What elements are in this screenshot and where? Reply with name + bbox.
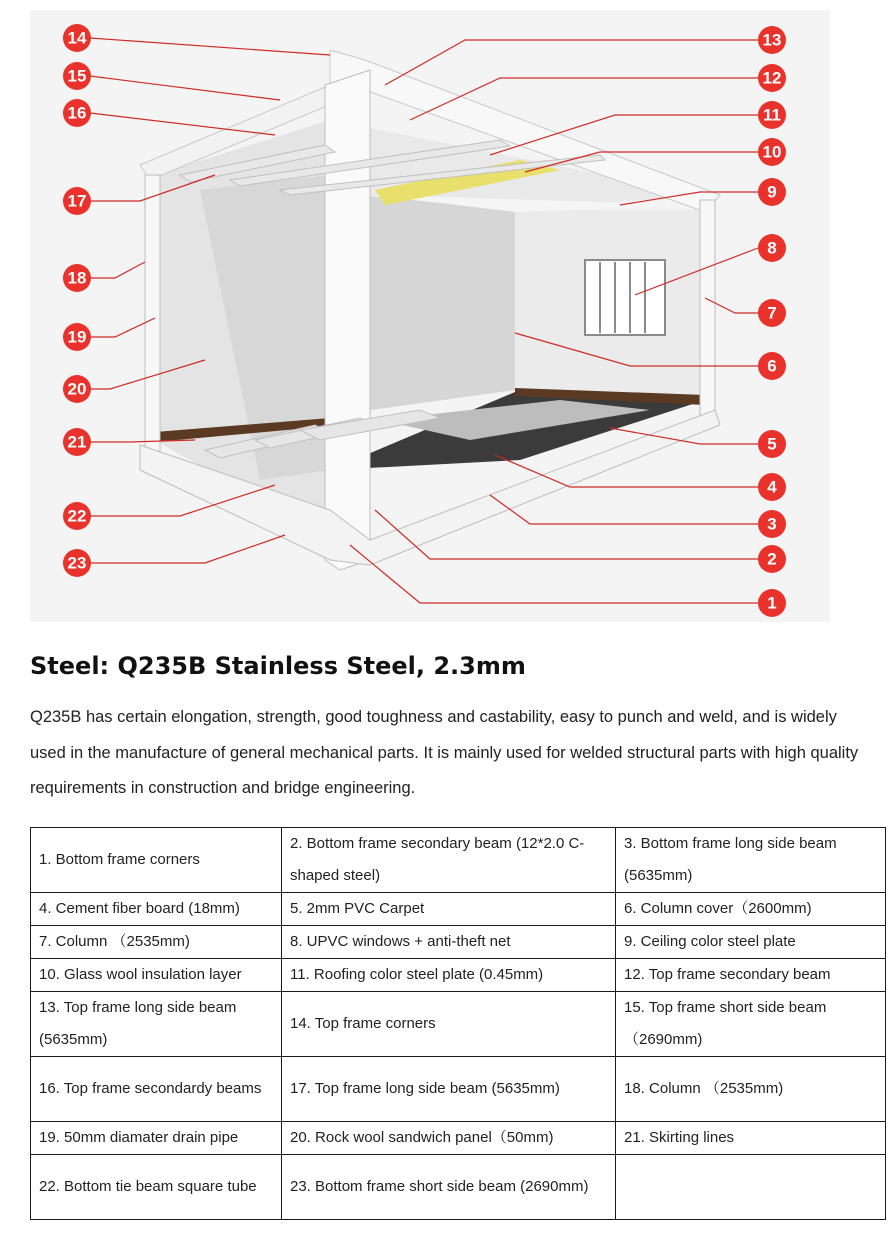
table-cell: 16. Top frame secondardy beams [31,1057,282,1122]
table-cell: 2. Bottom frame secondary beam (12*2.0 C-shaped steel) [282,828,616,893]
table-row [31,959,886,992]
table-cell: 4. Cement fiber board (18mm) [31,893,282,926]
section-title: Steel: Q235B Stainless Steel, 2.3mm [30,652,526,680]
svg-text:4: 4 [767,477,777,497]
marker-19 [63,323,91,351]
table-cell: 3. Bottom frame long side beam (5635mm) [616,828,886,893]
table-cell: 13. Top frame long side beam (5635mm) [31,992,282,1057]
table-row [31,893,886,926]
table-cell: 6. Column cover（2600mm) [616,893,886,926]
table-cell: 14. Top frame corners [282,992,616,1057]
table-cell: 21. Skirting lines [616,1122,886,1155]
marker-2 [758,545,786,573]
marker-8 [758,234,786,262]
table-cell: 18. Column （2535mm) [616,1057,886,1122]
svg-text:22: 22 [67,506,87,526]
table-row [31,828,886,893]
table-row [31,1155,886,1220]
marker-14 [63,24,91,52]
marker-18 [63,264,91,292]
svg-text:1: 1 [767,593,777,613]
table-cell: 20. Rock wool sandwich panel（50mm) [282,1122,616,1155]
marker-16 [63,99,91,127]
marker-20 [63,375,91,403]
table-cell: 17. Top frame long side beam (5635mm) [282,1057,616,1122]
material-description: Q235B has certain elongation, strength, good toughness and castability, easy to punch and weld, and is widely used in the manufacture of general mechanical parts. It is mainly used for welded structural parts with high quality requirements in construction and bridge engineering. [30,708,859,797]
table-row [31,992,886,1057]
svg-text:17: 17 [67,191,87,211]
marker-22 [63,502,91,530]
table-cell: 22. Bottom tie beam square tube [31,1155,282,1220]
marker-1 [758,589,786,617]
marker-21 [63,428,91,456]
table-cell: 15. Top frame short side beam（2690mm) [616,992,886,1057]
table-cell: 1. Bottom frame corners [31,828,282,893]
table-cell: 5. 2mm PVC Carpet [282,893,616,926]
svg-text:20: 20 [67,379,87,399]
marker-7 [758,299,786,327]
table-cell: 10. Glass wool insulation layer [31,959,282,992]
table-row [31,1057,886,1122]
svg-text:19: 19 [67,327,87,347]
svg-text:13: 13 [762,30,782,50]
svg-text:9: 9 [767,182,777,202]
parts-table [30,827,886,1220]
marker-12 [758,64,786,92]
svg-text:7: 7 [767,303,777,323]
marker-11 [758,101,786,129]
svg-text:16: 16 [67,103,87,123]
marker-13 [758,26,786,54]
svg-text:3: 3 [767,514,777,534]
svg-text:2: 2 [767,549,777,569]
table-cell: 7. Column （2535mm) [31,926,282,959]
marker-4 [758,473,786,501]
svg-text:11: 11 [763,105,781,125]
table-cell: 11. Roofing color steel plate (0.45mm) [282,959,616,992]
svg-text:12: 12 [762,68,782,88]
svg-text:5: 5 [767,434,777,454]
marker-6 [758,352,786,380]
svg-text:8: 8 [767,238,777,258]
table-row [31,926,886,959]
marker-15 [63,62,91,90]
svg-text:23: 23 [67,553,87,573]
marker-3 [758,510,786,538]
table-cell: 19. 50mm diamater drain pipe [31,1122,282,1155]
marker-10 [758,138,786,166]
table-cell: 23. Bottom frame short side beam (2690mm) [282,1155,616,1220]
svg-text:6: 6 [767,356,777,376]
table-cell: 12. Top frame secondary beam [616,959,886,992]
svg-text:21: 21 [67,432,87,452]
marker-9 [758,178,786,206]
table-row [31,1122,886,1155]
svg-text:15: 15 [67,66,87,86]
svg-text:10: 10 [762,142,782,162]
svg-text:14: 14 [67,28,87,48]
marker-23 [63,549,91,577]
table-cell [616,1155,886,1220]
table-cell: 8. UPVC windows + anti-theft net [282,926,616,959]
table-cell: 9. Ceiling color steel plate [616,926,886,959]
marker-5 [758,430,786,458]
svg-text:18: 18 [67,268,87,288]
marker-17 [63,187,91,215]
